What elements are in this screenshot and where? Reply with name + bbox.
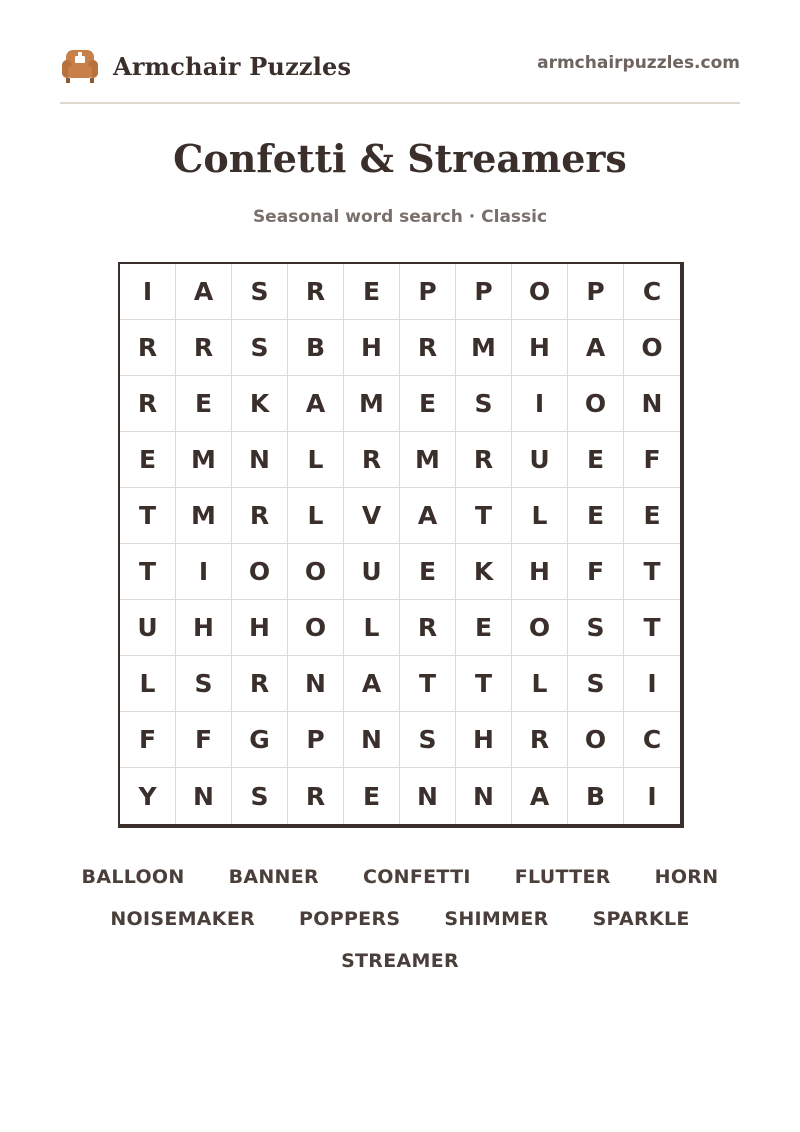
brand[interactable]	[60, 44, 351, 88]
grid-cell[interactable]: I	[512, 376, 568, 432]
word-list-item: STREAMER	[341, 950, 459, 972]
grid-cell[interactable]: P	[288, 712, 344, 768]
grid-cell[interactable]: G	[232, 712, 288, 768]
page-header	[60, 40, 740, 90]
grid-cell[interactable]: P	[400, 264, 456, 320]
grid-cell[interactable]: E	[176, 376, 232, 432]
grid-cell[interactable]: N	[176, 768, 232, 824]
grid-cell[interactable]: O	[624, 320, 680, 376]
grid-cell[interactable]: T	[400, 656, 456, 712]
grid-cell[interactable]: T	[624, 544, 680, 600]
grid-cell[interactable]: R	[288, 264, 344, 320]
word-list-row	[0, 856, 800, 898]
grid-cell[interactable]: N	[344, 712, 400, 768]
grid-cell[interactable]: E	[456, 600, 512, 656]
grid-cell[interactable]: S	[232, 320, 288, 376]
grid-cell[interactable]: L	[512, 488, 568, 544]
grid-cell[interactable]: R	[288, 768, 344, 824]
word-list-item: BALLOON	[81, 866, 185, 888]
grid-cell[interactable]: E	[120, 432, 176, 488]
word-list-item: SHIMMER	[444, 908, 549, 930]
grid-cell[interactable]: H	[512, 544, 568, 600]
grid-cell[interactable]: C	[624, 712, 680, 768]
grid-cell[interactable]: F	[120, 712, 176, 768]
grid-cell[interactable]: M	[176, 488, 232, 544]
grid-cell[interactable]: S	[568, 656, 624, 712]
grid-cell[interactable]: E	[568, 432, 624, 488]
grid-cell[interactable]: V	[344, 488, 400, 544]
grid-cell[interactable]: R	[176, 320, 232, 376]
grid-cell[interactable]: C	[624, 264, 680, 320]
grid-cell[interactable]: B	[568, 768, 624, 824]
grid-cell[interactable]: S	[232, 264, 288, 320]
puzzle-subtitle: Seasonal word search · Classic	[252, 207, 548, 227]
grid-cell[interactable]: L	[512, 656, 568, 712]
grid-cell[interactable]: K	[456, 544, 512, 600]
grid-cell[interactable]: A	[176, 264, 232, 320]
grid-cell[interactable]: O	[232, 544, 288, 600]
grid-cell[interactable]: O	[288, 600, 344, 656]
grid-cell[interactable]: B	[288, 320, 344, 376]
grid-cell[interactable]: M	[400, 432, 456, 488]
grid-cell[interactable]: U	[512, 432, 568, 488]
grid-cell[interactable]: M	[456, 320, 512, 376]
grid-cell[interactable]: L	[288, 488, 344, 544]
grid-cell[interactable]: U	[344, 544, 400, 600]
grid-cell[interactable]: R	[120, 320, 176, 376]
grid-cell[interactable]: T	[624, 600, 680, 656]
grid-cell[interactable]: S	[232, 768, 288, 824]
grid-cell[interactable]: A	[344, 656, 400, 712]
grid-cell[interactable]: E	[400, 376, 456, 432]
puzzle-title: Confetti & Streamers	[173, 136, 627, 181]
grid-cell[interactable]: I	[647, 781, 657, 811]
grid-cell[interactable]: P	[456, 264, 512, 320]
grid-cell[interactable]: H	[176, 600, 232, 656]
word-list-row	[0, 898, 800, 940]
grid-cell[interactable]: A	[568, 320, 624, 376]
grid-cell[interactable]: I	[120, 264, 176, 320]
grid-cell[interactable]: E	[624, 488, 680, 544]
word-list-item: HORN	[654, 866, 719, 888]
grid-cell[interactable]: O	[568, 712, 624, 768]
grid-cell[interactable]: O	[512, 264, 568, 320]
grid-cell[interactable]: R	[232, 656, 288, 712]
header-divider	[60, 102, 740, 104]
word-list-item: SPARKLE	[592, 908, 690, 930]
grid-cell[interactable]: E	[568, 488, 624, 544]
site-url-link[interactable]: armchairpuzzles.com	[537, 53, 740, 73]
grid-cell[interactable]: M	[344, 376, 400, 432]
grid-cell[interactable]: T	[456, 488, 512, 544]
grid-cell[interactable]: F	[568, 544, 624, 600]
word-list	[0, 856, 800, 982]
grid-cell[interactable]: R	[344, 432, 400, 488]
grid-cell[interactable]: M	[176, 432, 232, 488]
grid-cell[interactable]: O	[568, 376, 624, 432]
grid-cell[interactable]: O	[512, 600, 568, 656]
grid-cell[interactable]: S	[176, 656, 232, 712]
grid-cell[interactable]: P	[568, 264, 624, 320]
grid-cell[interactable]: R	[232, 488, 288, 544]
grid-cell[interactable]: A	[288, 376, 344, 432]
grid-cell[interactable]: F	[176, 712, 232, 768]
grid-cell[interactable]: U	[120, 600, 176, 656]
grid-cell[interactable]: L	[288, 432, 344, 488]
grid-cell[interactable]: S	[400, 712, 456, 768]
grid-cell[interactable]: E	[344, 768, 400, 824]
grid-cell[interactable]: N	[288, 656, 344, 712]
grid-cell[interactable]: L	[344, 600, 400, 656]
word-list-item: BANNER	[228, 866, 319, 888]
grid-cell[interactable]: Y	[120, 768, 176, 824]
grid-cell[interactable]: N	[232, 432, 288, 488]
grid-cell[interactable]: H	[512, 320, 568, 376]
word-list-row	[0, 940, 800, 982]
grid-cell[interactable]: H	[456, 712, 512, 768]
grid-cell[interactable]: R	[400, 600, 456, 656]
grid-cell[interactable]: R	[512, 712, 568, 768]
grid-cell[interactable]: L	[120, 656, 176, 712]
grid-cell[interactable]: I	[176, 544, 232, 600]
word-list-item: CONFETTI	[362, 866, 471, 888]
grid-cell[interactable]: O	[288, 544, 344, 600]
word-list-item: FLUTTER	[514, 866, 611, 888]
armchair-icon	[60, 46, 100, 86]
grid-cell[interactable]: T	[120, 488, 176, 544]
word-list-item: POPPERS	[299, 908, 401, 930]
grid-cell[interactable]: N	[624, 376, 680, 432]
grid-cell[interactable]: A	[400, 488, 456, 544]
grid-cell[interactable]: N	[400, 768, 456, 824]
grid-cell[interactable]: T	[456, 656, 512, 712]
letter-grid	[118, 262, 684, 828]
grid-cell[interactable]: H	[232, 600, 288, 656]
grid-cell[interactable]: T	[120, 544, 176, 600]
grid-cell[interactable]: H	[344, 320, 400, 376]
grid-cell[interactable]: E	[400, 544, 456, 600]
grid-cell[interactable]: E	[344, 264, 400, 320]
grid-cell[interactable]: K	[232, 376, 288, 432]
grid-cell[interactable]: F	[624, 432, 680, 488]
grid-cell[interactable]: S	[568, 600, 624, 656]
grid-cell[interactable]: R	[400, 320, 456, 376]
grid-cell[interactable]: N	[456, 768, 512, 824]
brand-name: Armchair Puzzles	[113, 51, 352, 81]
grid-cell[interactable]: A	[512, 768, 568, 824]
grid-cell[interactable]: R	[456, 432, 512, 488]
grid-cell[interactable]: I	[624, 656, 680, 712]
grid-cell[interactable]: S	[456, 376, 512, 432]
grid-cell[interactable]: R	[120, 376, 176, 432]
word-list-item: NOISEMAKER	[110, 908, 256, 930]
